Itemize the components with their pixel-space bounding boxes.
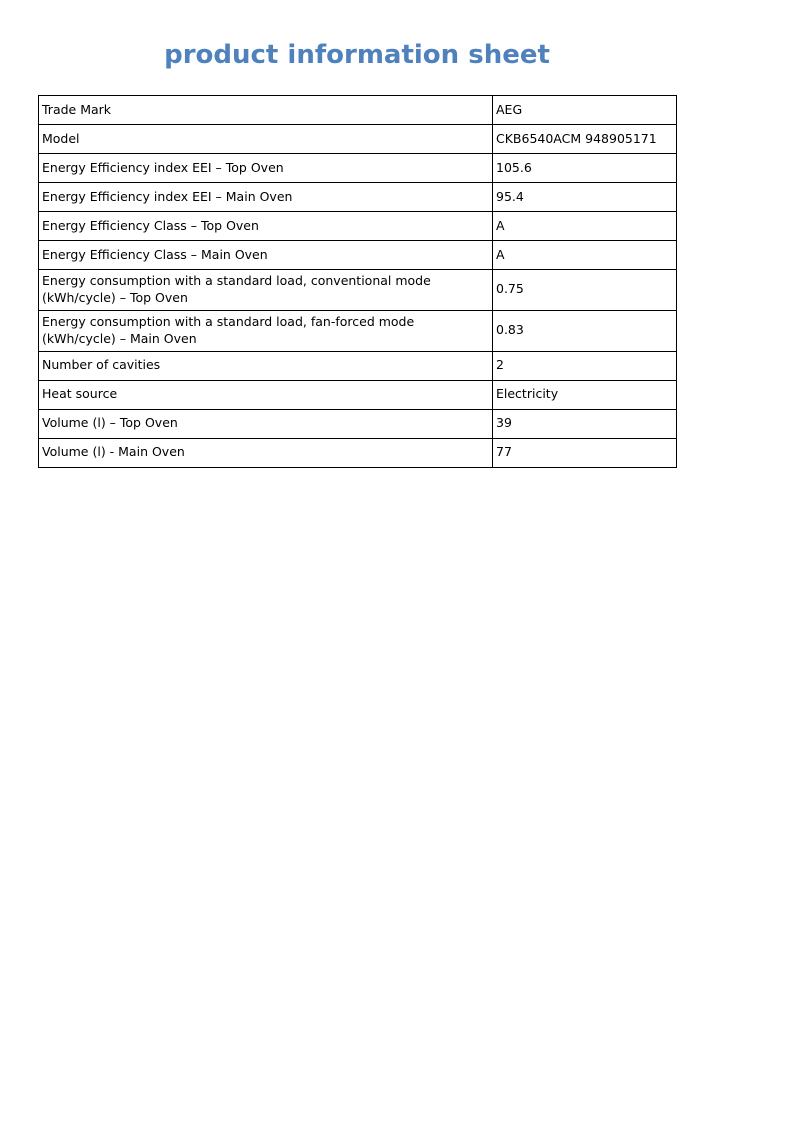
spec-value: A [493,241,677,270]
table-row [39,270,677,311]
spec-label: Energy Efficiency Class – Main Oven [39,241,493,270]
table-row [39,183,677,212]
spec-value: CKB6540ACM 948905171 [493,125,677,154]
spec-label: Model [39,125,493,154]
spec-label: Energy consumption with a standard load, conventional mode (kWh/cycle) – Top Oven [39,270,493,311]
spec-label: Number of cavities [39,351,493,380]
spec-label: Volume (l) - Main Oven [39,438,493,467]
table-row [39,125,677,154]
table-row [39,212,677,241]
spec-value: 39 [493,409,677,438]
table-row [39,438,677,467]
spec-value: Electricity [493,380,677,409]
spec-value: AEG [493,96,677,125]
table-row [39,380,677,409]
table-row [39,96,677,125]
table-row [39,351,677,380]
product-spec-table [38,95,677,468]
spec-value: 0.83 [493,310,677,351]
spec-value: 105.6 [493,154,677,183]
table-row [39,310,677,351]
page-title: product information sheet [164,40,550,70]
table-row [39,154,677,183]
table-row [39,241,677,270]
spec-label: Energy Efficiency Class – Top Oven [39,212,493,241]
spec-value: 2 [493,351,677,380]
spec-value: 77 [493,438,677,467]
spec-label: Energy consumption with a standard load, fan-forced mode (kWh/cycle) – Main Oven [39,310,493,351]
spec-label: Trade Mark [39,96,493,125]
spec-label: Heat source [39,380,493,409]
table-row [39,409,677,438]
spec-label: Energy Efficiency index EEI – Main Oven [39,183,493,212]
spec-label: Volume (l) – Top Oven [39,409,493,438]
spec-value: A [493,212,677,241]
spec-value: 0.75 [493,270,677,311]
spec-label: Energy Efficiency index EEI – Top Oven [39,154,493,183]
spec-value: 95.4 [493,183,677,212]
